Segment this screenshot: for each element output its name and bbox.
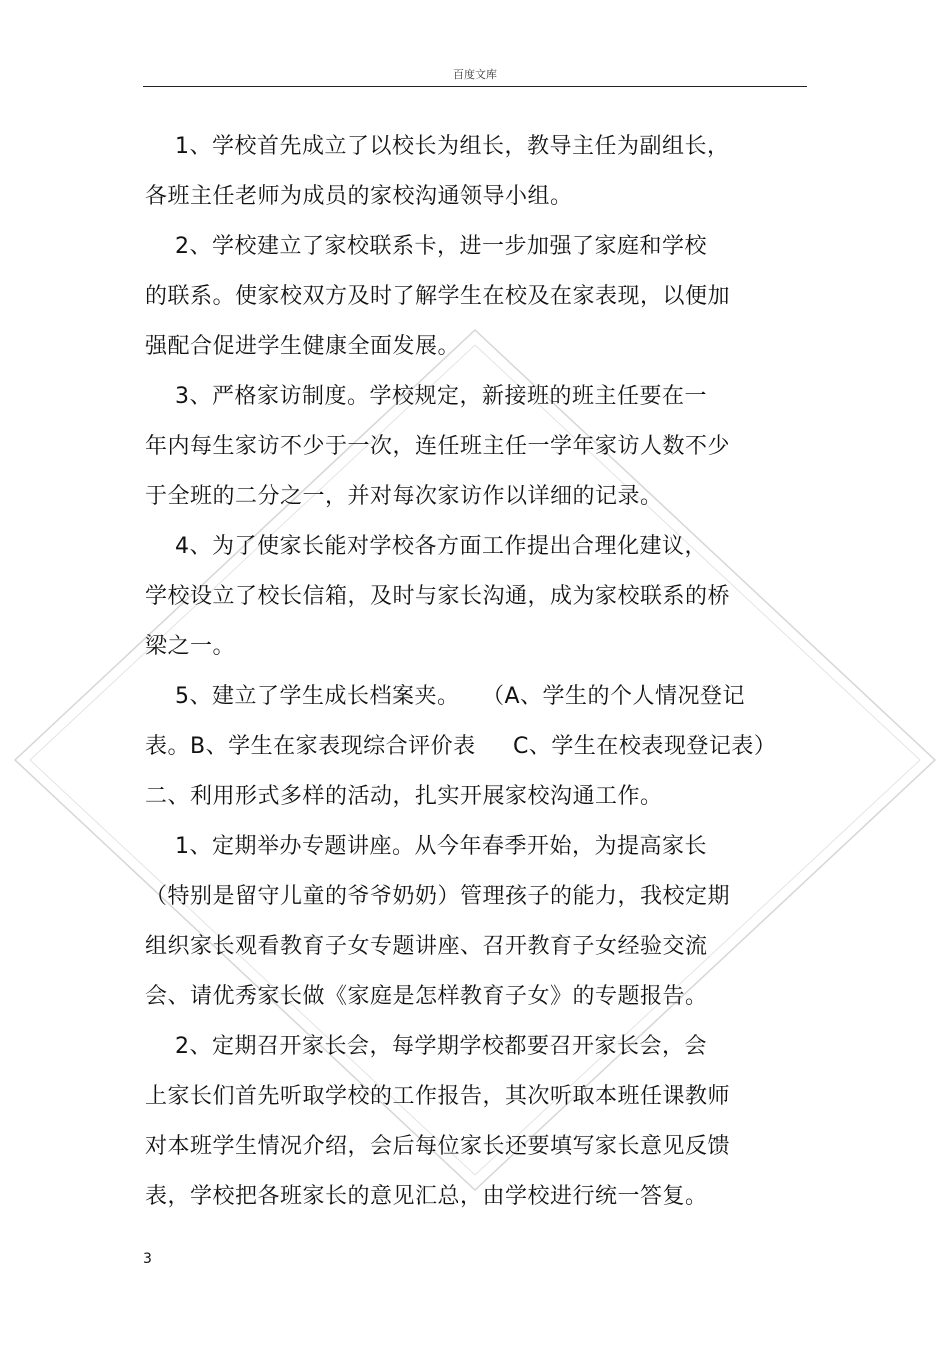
header-title: 百度文库 — [453, 68, 497, 81]
text-line: 二、利用形式多样的活动，扎实开展家校沟通工作。 — [145, 784, 663, 809]
text-line: 表。B、学生在家表现综合评价表 C、学生在校表现登记表） — [145, 734, 777, 759]
text-line: 强配合促进学生健康全面发展。 — [145, 334, 461, 359]
text-line: 2、学校建立了家校联系卡，进一步加强了家庭和学校 — [145, 234, 707, 259]
text-line: 3、严格家访制度。学校规定，新接班的班主任要在一 — [145, 384, 707, 409]
text-line: 2、定期召开家长会，每学期学校都要召开家长会，会 — [145, 1034, 707, 1059]
text-line: 会、请优秀家长做《家庭是怎样教育子女》的专题报告。 — [145, 984, 708, 1009]
text-line: 表，学校把各班家长的意见汇总，由学校进行统一答复。 — [145, 1184, 708, 1209]
text-line: 的联系。使家校双方及时了解学生在校及在家表现，以便加 — [145, 284, 731, 309]
text-line: 梁之一。 — [145, 634, 236, 659]
text-line: 学校设立了校长信箱，及时与家长沟通，成为家校联系的桥 — [145, 584, 731, 609]
page-number: 3 — [143, 1251, 152, 1267]
text-line: 4、为了使家长能对学校各方面工作提出合理化建议， — [145, 534, 707, 559]
text-line: 1、定期举办专题讲座。从今年春季开始，为提高家长 — [145, 834, 707, 859]
text-line: 于全班的二分之一，并对每次家访作以详细的记录。 — [145, 484, 663, 509]
header-rule — [143, 86, 807, 87]
text-line: 5、建立了学生成长档案夹。 （A、学生的个人情况登记 — [145, 684, 746, 709]
text-line: 1、学校首先成立了以校长为组长，教导主任为副组长， — [145, 134, 730, 159]
text-line: 组织家长观看教育子女专题讲座、召开教育子女经验交流 — [145, 934, 708, 959]
text-line: 对本班学生情况介绍，会后每位家长还要填写家长意见反馈 — [145, 1134, 731, 1159]
text-line: （特别是留守儿童的爷爷奶奶）管理孩子的能力，我校定期 — [145, 884, 731, 909]
text-line: 各班主任老师为成员的家校沟通领导小组。 — [145, 184, 573, 209]
text-line: 上家长们首先听取学校的工作报告，其次听取本班任课教师 — [145, 1084, 731, 1109]
text-line: 年内每生家访不少于一次，连任班主任一学年家访人数不少 — [145, 434, 731, 459]
